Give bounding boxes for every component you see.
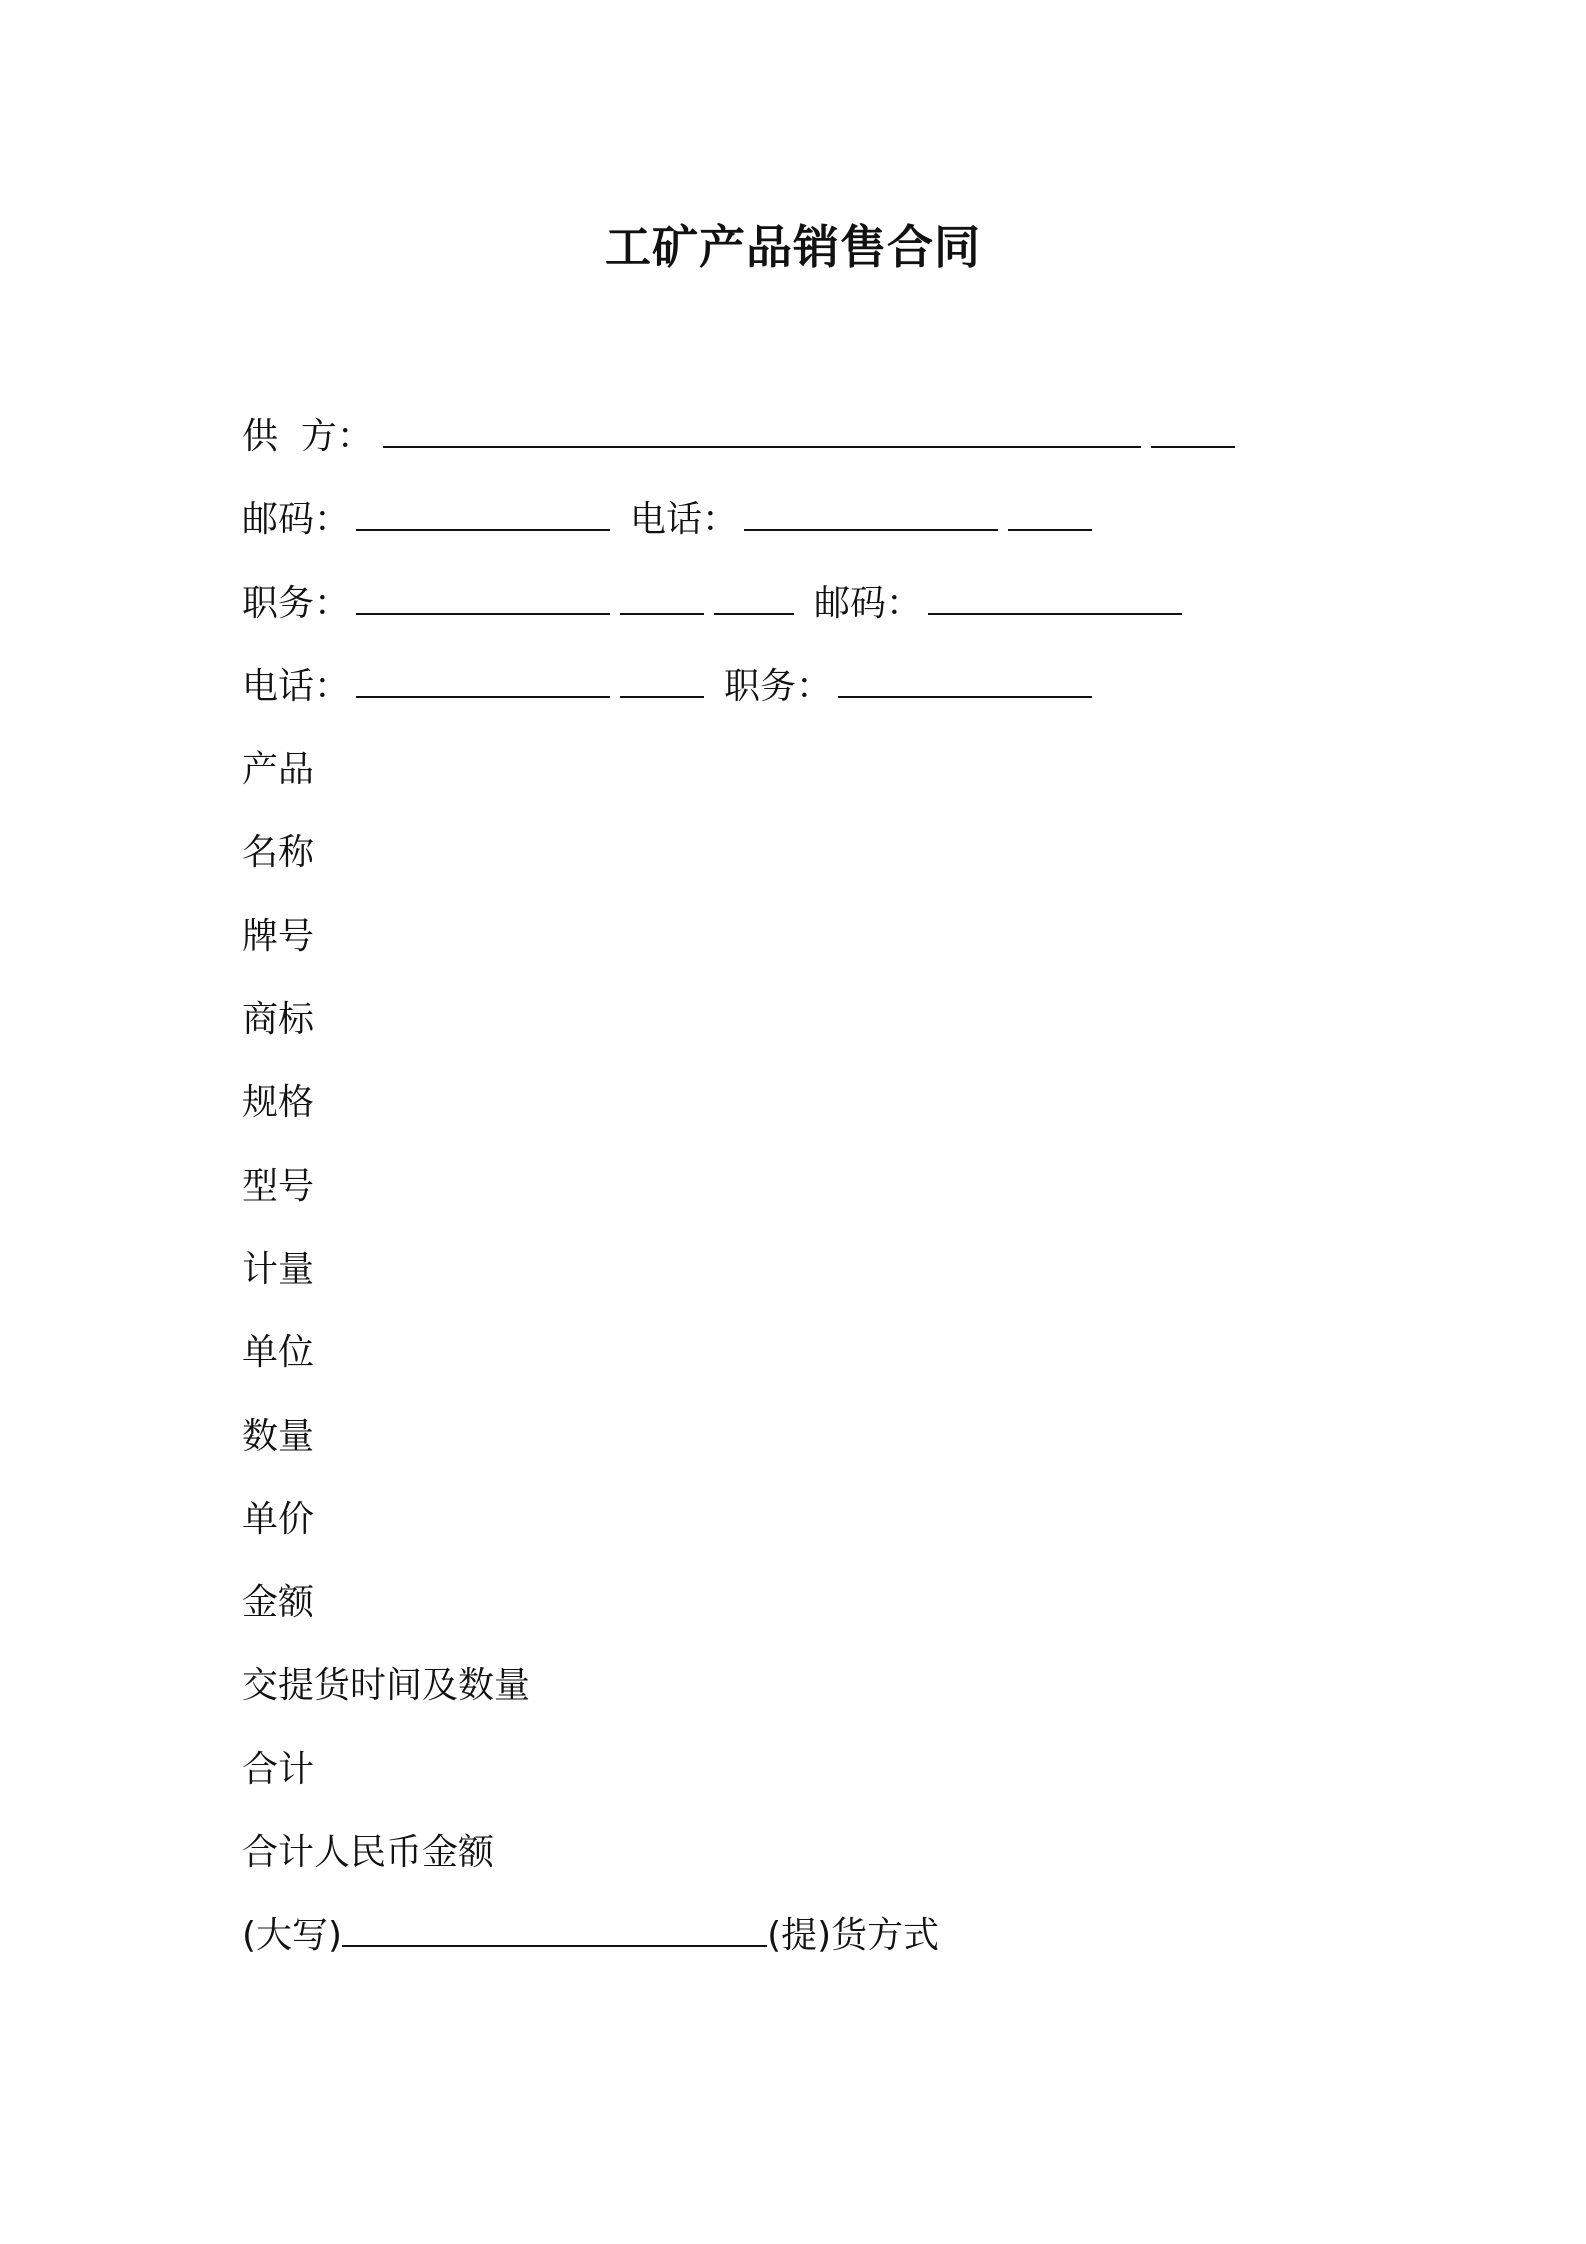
item-line: 计量 [242,1248,315,1290]
item-line: 商标 [242,999,315,1041]
item-line: 单位 [242,1332,315,1374]
phone-blank-2[interactable] [1008,499,1092,531]
phone-label: 电话： [630,499,739,541]
item-line: 规格 [242,1082,315,1124]
postcode-blank-2[interactable] [928,583,1182,615]
item-line: 合计人民币金额 [242,1832,495,1874]
phone-blank[interactable] [744,499,998,531]
item-line: 合计 [242,1748,315,1790]
position-blank-3[interactable] [714,583,794,615]
item-line: 金额 [242,1582,315,1624]
phone-label-2: 电话： [242,665,351,707]
postcode-phone-line [242,493,1392,547]
position-blank-2[interactable] [620,583,704,615]
document-title: 工矿产品销售合同 [605,220,981,274]
amount-words-blank[interactable] [342,1915,767,1947]
postcode-label-2: 邮码： [814,582,923,624]
item-line: 牌号 [242,915,315,957]
item-line: 名称 [242,832,315,874]
position-label: 职务： [242,582,351,624]
item-line: 产品 [242,749,315,791]
item-line: 单价 [242,1498,315,1540]
postcode-label: 邮码： [242,499,351,541]
amount-words-prefix: (大写) [242,1915,343,1957]
item-line: 型号 [242,1165,315,1207]
phone-blank-3[interactable] [356,666,610,698]
phone-position-line [242,660,1392,714]
supplier-label: 供 方： [242,416,373,457]
position-postcode-line [242,577,1392,631]
postcode-blank[interactable] [356,499,610,531]
position-blank[interactable] [356,583,610,615]
item-line: 数量 [242,1415,315,1457]
item-line: 交提货时间及数量 [242,1665,531,1707]
phone-blank-4[interactable] [620,666,704,698]
delivery-method-label: (提)货方式 [767,1915,940,1957]
position-label-2: 职务： [724,665,833,707]
supplier-blank[interactable] [383,416,1141,448]
supplier-blank-2[interactable] [1151,416,1235,448]
document-body [242,410,1392,1993]
amount-in-words-line [242,1909,1392,1963]
position-blank-4[interactable] [838,666,1092,698]
supplier-line [242,410,1392,464]
